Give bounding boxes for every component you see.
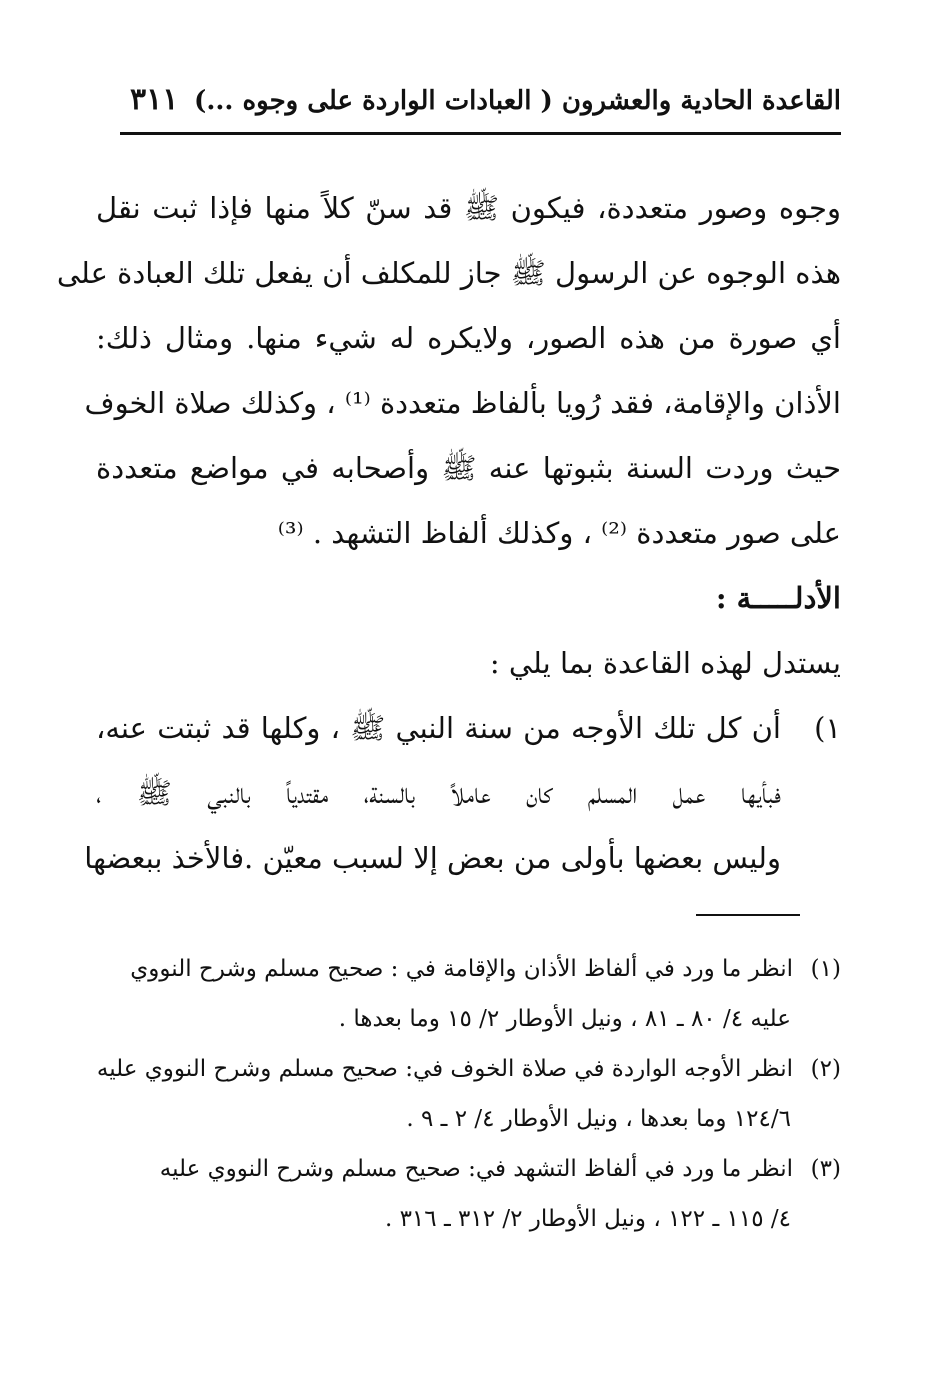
footnote-number: (٢) [810, 1056, 841, 1082]
evidence-list-item [84, 696, 841, 891]
running-header-title: القاعدة الحادية والعشرون ( العبادات الواردة على وجوه ...) [194, 86, 841, 116]
footnote-continuation: ٤/ ١١٥ ـ ١٢٢ ، ونيل الأوطار ٢/ ٣١٢ ـ ٣١٦ . [384, 1206, 791, 1232]
main-text [56, 176, 841, 891]
footnote-number: (١) [810, 956, 841, 982]
section-heading: الأدلـــــة : [715, 581, 841, 615]
footnote-continuation: عليه ٤/ ٨٠ ـ ٨١ ، ونيل الأوطار ٢/ ١٥ وما بعدها . [338, 1006, 791, 1032]
footnote-3 [120, 1144, 841, 1194]
footnote-1 [120, 944, 841, 994]
footnote-text: انظر ما ورد في ألفاظ التشهد في: صحيح مسلم وشرح النووي عليه [159, 1156, 793, 1182]
paragraph-line: أي صورة من هذه الصور، ولايكره له شيء منها. ومثال ذلك: [96, 321, 841, 355]
footnotes [96, 944, 841, 1244]
page-number: ٣١١ [130, 82, 179, 117]
footnote-2 [96, 1044, 841, 1094]
paragraph-line: على صور متعددة ⁽²⁾ ، وكذلك ألفاظ التشهد . ⁽³⁾ [277, 516, 841, 550]
section-intro: يستدل لهذه القاعدة بما يلي : [489, 646, 841, 680]
list-item-line: وليس بعضها بأولى من بعض إلا لسبب معيّن .فالأخذ ببعضها [84, 841, 781, 875]
footnote-number: (٣) [810, 1156, 841, 1182]
header-divider [120, 132, 841, 135]
paragraph-line: حيث وردت السنة بثبوتها عنه ﷺ وأصحابه في مواضع متعددة [96, 451, 841, 485]
running-header [120, 78, 841, 124]
paragraph-line: وجوه وصور متعددة، فيكون ﷺ قد سنّ كلاً منها فإذا ثبت نقل [96, 191, 841, 225]
footnote-divider [696, 914, 800, 916]
footnote-text: انظر ما ورد في ألفاظ الأذان والإقامة في : صحيح مسلم وشرح النووي [130, 956, 793, 982]
list-item-line: فبأيها عمل المسلم كان عاملاً بالسنة، مقتدياً بالنبي ﷺ ، [96, 776, 781, 810]
list-item-number: ١) [814, 711, 841, 745]
footnote-text: انظر الأوجه الواردة في صلاة الخوف في: صحيح مسلم وشرح النووي عليه [96, 1056, 793, 1082]
list-item-line: أن كل تلك الأوجه من سنة النبي ﷺ ، وكلها قد ثبتت عنه، [96, 711, 781, 745]
footnote-continuation: ١٢٤/٦ وما بعدها ، ونيل الأوطار ٤/ ٢ ـ ٩ . [406, 1106, 791, 1132]
paragraph-line: هذه الوجوه عن الرسول ﷺ جاز للمكلف أن يفعل تلك العبادة على [56, 256, 841, 290]
paragraph-line: الأذان والإقامة، فقد رُويا بألفاظ متعددة ⁽¹⁾ ، وكذلك صلاة الخوف [84, 386, 841, 420]
